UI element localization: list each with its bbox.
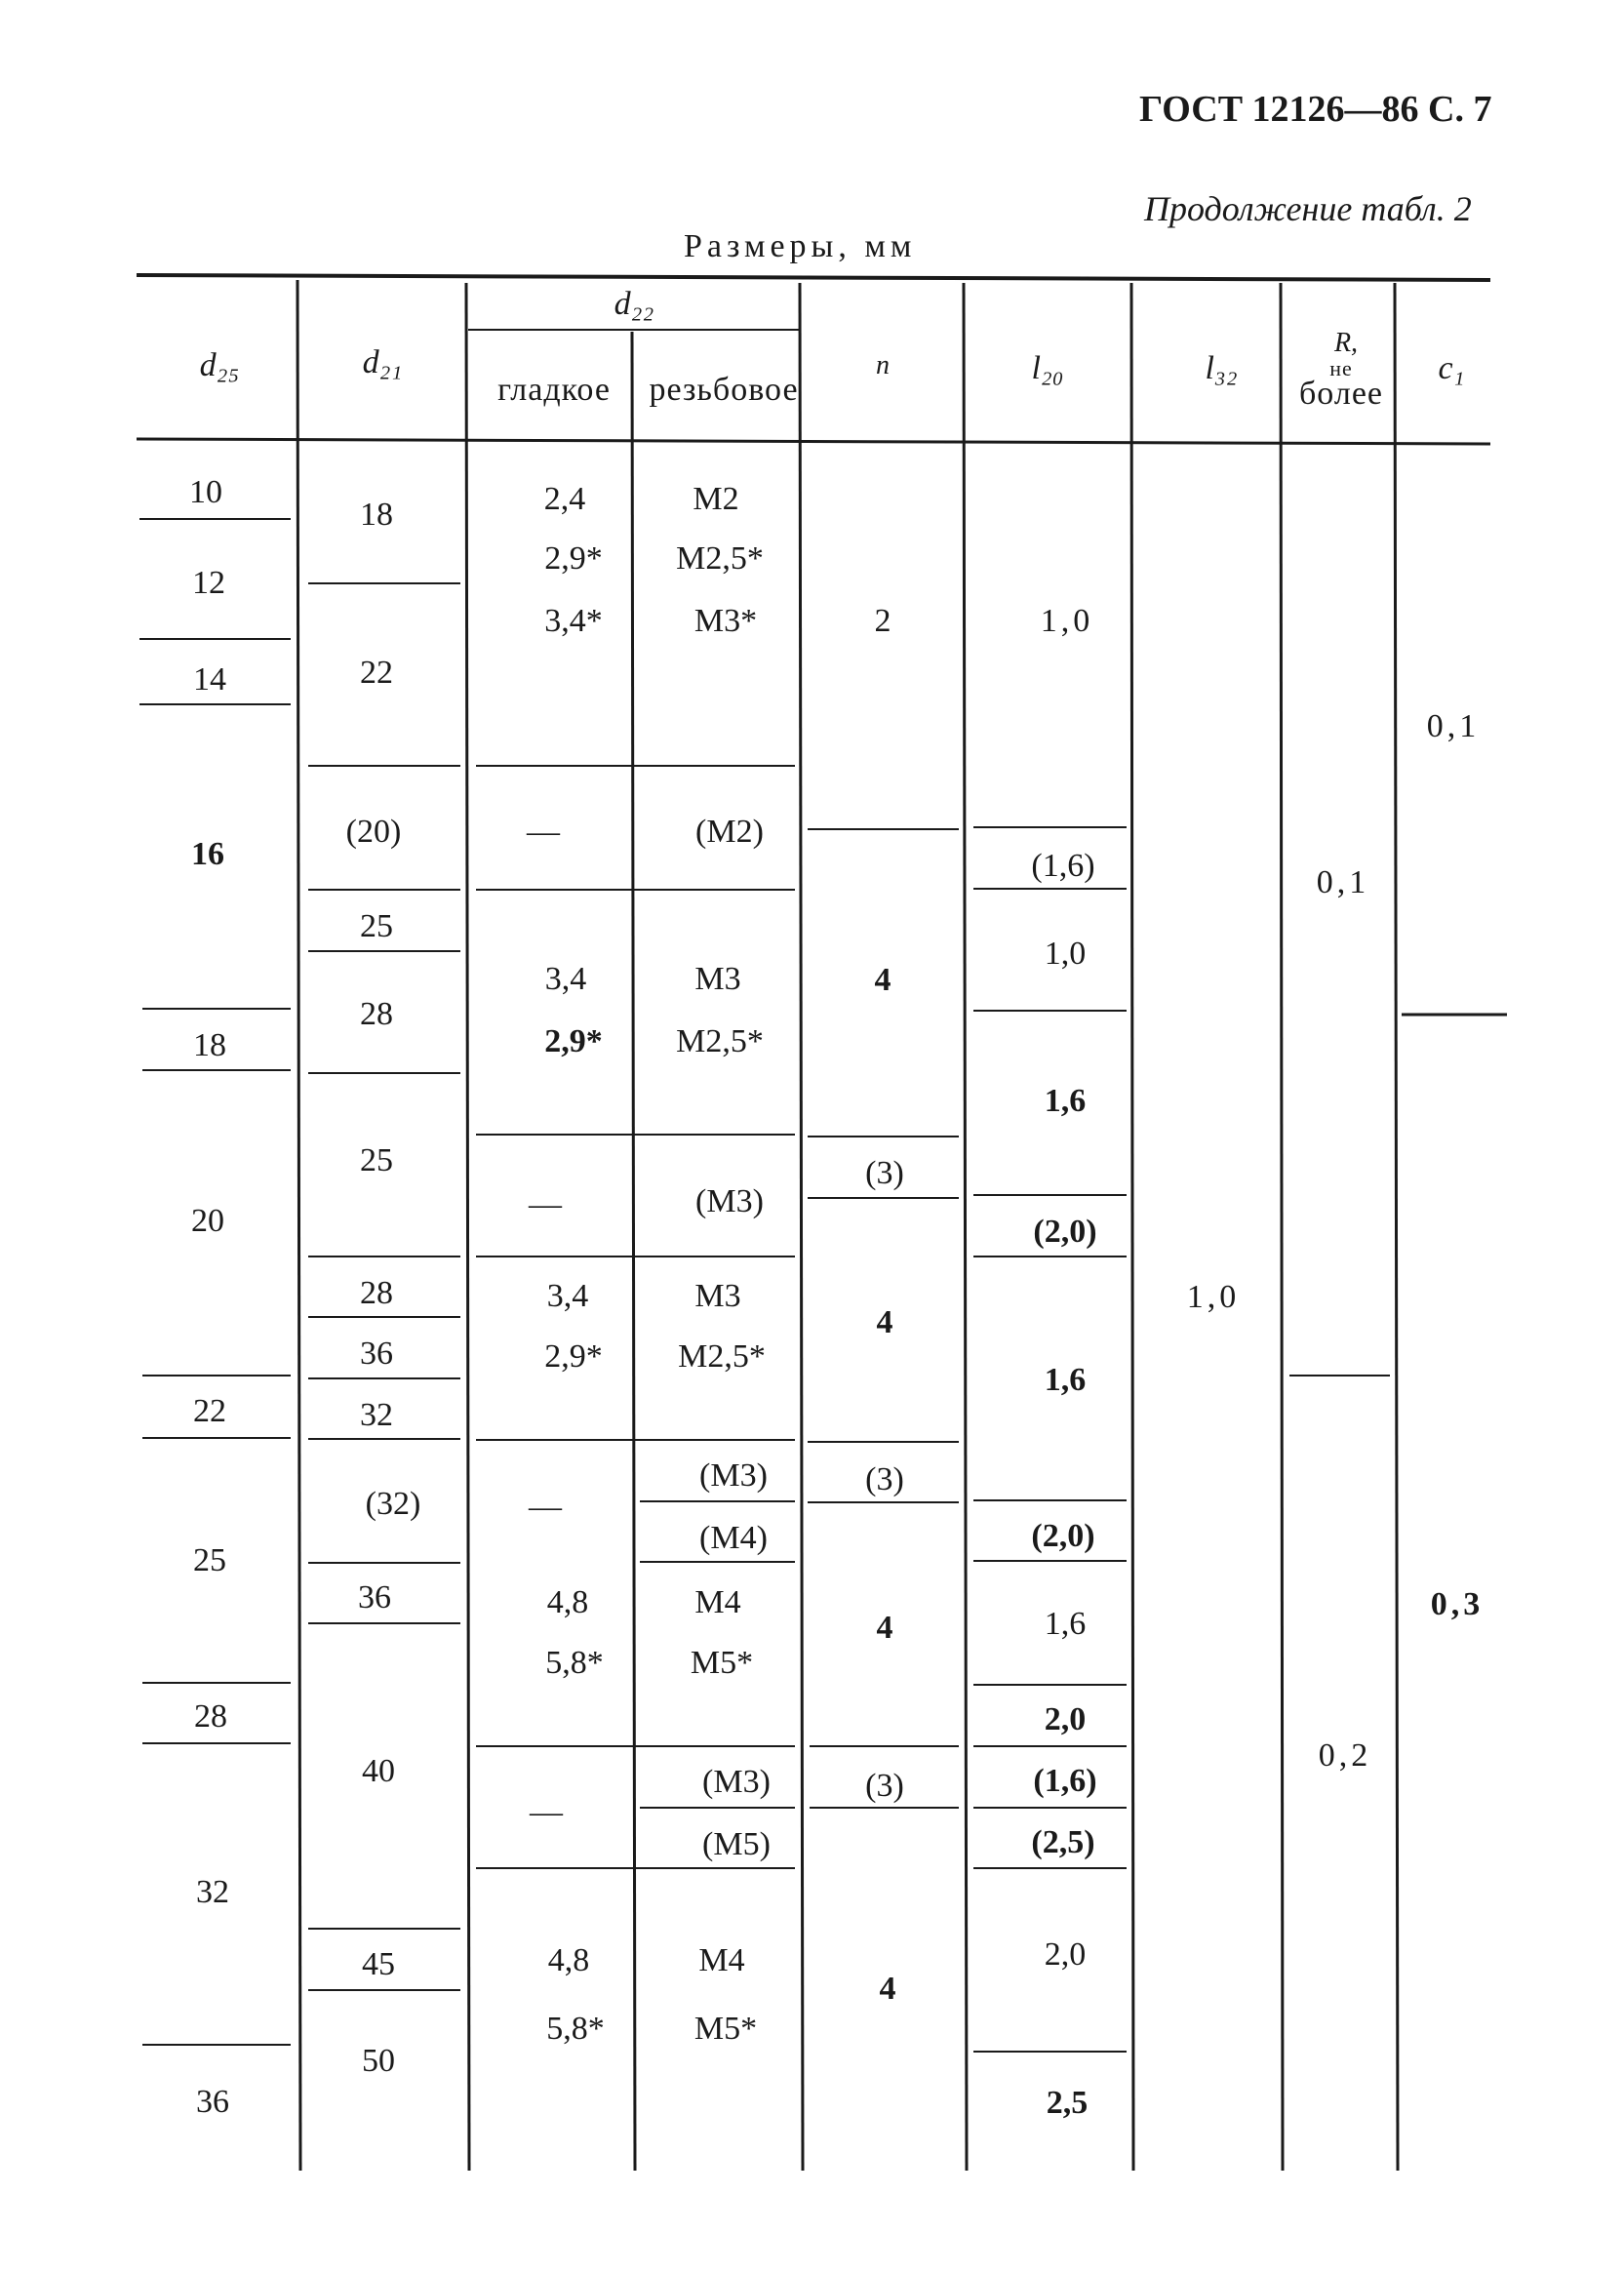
cell-d21: 28 <box>360 996 393 1032</box>
cell-d21: 36 <box>358 1579 391 1616</box>
cell-d25: 25 <box>193 1542 226 1578</box>
header-l20: l₂₀ <box>1031 350 1064 386</box>
cell-threaded: M4 <box>694 1584 741 1620</box>
header-r-line1: R, <box>1333 328 1359 358</box>
cell-d21: 45 <box>362 1946 395 1982</box>
cell-d25: 28 <box>194 1698 227 1735</box>
cell-threaded: M2,5* <box>678 1338 766 1375</box>
cell-d21: 25 <box>360 1142 393 1178</box>
header-smooth: гладкое <box>497 372 611 408</box>
header-d25: d₂₅ <box>199 347 240 383</box>
cell-threaded: M3 <box>694 961 741 997</box>
cell-smooth: 4,8 <box>547 1942 590 1978</box>
cell-smooth: 3,4 <box>544 961 587 997</box>
cell-r: 0,1 <box>1316 864 1370 900</box>
cell-smooth: 3,4 <box>546 1278 589 1314</box>
cell-r: 0,2 <box>1318 1737 1372 1774</box>
cell-l20: (2,0) <box>1031 1518 1095 1554</box>
cell-smooth: 2,9* <box>544 540 603 577</box>
cell-smooth: 2,9* <box>544 1023 603 1059</box>
table-continuation-label: Продолжение табл. 2 <box>1144 189 1472 228</box>
cell-c1: 0,1 <box>1426 708 1481 744</box>
cell-c1: 0,3 <box>1430 1586 1485 1622</box>
cell-d25: 36 <box>196 2084 229 2120</box>
cell-l20: 1,0 <box>1044 936 1087 972</box>
cell-n: 2 <box>874 603 891 639</box>
cell-threaded: (M3) <box>695 1183 764 1219</box>
cell-threaded: (M3) <box>699 1457 768 1494</box>
cell-d25: 20 <box>191 1203 224 1239</box>
header-l32: l₃₂ <box>1205 350 1238 386</box>
header-r-line3: более <box>1299 376 1383 412</box>
cell-l20: 1,6 <box>1044 1606 1087 1642</box>
cell-d21: (20) <box>345 814 402 850</box>
cell-threaded: M3 <box>694 1278 741 1314</box>
cell-d21: (32) <box>365 1486 421 1522</box>
cell-threaded: (M3) <box>702 1764 771 1800</box>
cell-n: (3) <box>865 1155 904 1191</box>
cell-smooth: 5,8* <box>546 2011 605 2047</box>
cell-d21: 28 <box>360 1275 393 1311</box>
cell-smooth: 2,4 <box>543 481 586 517</box>
cell-d21: 32 <box>360 1397 393 1433</box>
cell-l20: (1,6) <box>1033 1763 1097 1799</box>
cell-n: (3) <box>865 1461 904 1497</box>
cell-l20: 1,6 <box>1044 1362 1087 1398</box>
cell-n: 4 <box>879 1971 896 2007</box>
cell-d25: 22 <box>193 1393 226 1429</box>
cell-l20: 1,6 <box>1044 1083 1087 1119</box>
cell-threaded: (M2) <box>695 814 764 850</box>
cell-d25: 16 <box>191 836 224 872</box>
cell-l20: 2,0 <box>1044 1701 1087 1737</box>
header-r-line2: не <box>1329 356 1353 380</box>
cell-l20: 2,5 <box>1046 2085 1089 2121</box>
cell-smooth: 5,8* <box>545 1645 604 1681</box>
cell-smooth: 2,9* <box>544 1338 603 1375</box>
cell-n: 4 <box>874 962 891 998</box>
cell-n: 4 <box>876 1610 893 1646</box>
cell-threaded: (M5) <box>702 1826 771 1862</box>
cell-threaded: (M4) <box>699 1520 768 1556</box>
cell-d25: 18 <box>193 1027 226 1063</box>
cell-smooth: — <box>530 1794 563 1830</box>
cell-l32: 1,0 <box>1186 1279 1241 1315</box>
cell-l20: (1,6) <box>1031 848 1095 884</box>
cell-threaded: M2 <box>693 481 739 517</box>
cell-d21: 36 <box>360 1336 393 1372</box>
cell-smooth: 4,8 <box>546 1584 589 1620</box>
cell-d21: 50 <box>362 2043 395 2079</box>
cell-l20: (2,5) <box>1031 1824 1095 1860</box>
cell-threaded: M5* <box>690 1645 754 1681</box>
cell-d25: 12 <box>192 565 225 601</box>
cell-d25: 32 <box>196 1874 229 1910</box>
cell-smooth: 3,4* <box>544 603 603 639</box>
cell-l20: (2,0) <box>1033 1214 1097 1250</box>
units-caption: Размеры, мм <box>684 228 917 264</box>
header-threaded: резьбовое <box>649 372 799 408</box>
cell-l20: 1,0 <box>1040 603 1094 639</box>
cell-d25: 10 <box>189 474 222 510</box>
header-c1: c₁ <box>1438 350 1465 386</box>
header-d21: d₂₁ <box>362 344 403 380</box>
header-d22: d₂₂ <box>614 286 654 322</box>
cell-smooth: — <box>529 1489 562 1525</box>
cell-d21: 25 <box>360 908 393 944</box>
cell-d21: 18 <box>360 497 393 533</box>
cell-d25: 14 <box>193 661 226 698</box>
cell-n: (3) <box>865 1768 904 1804</box>
cell-threaded: M4 <box>698 1942 745 1978</box>
cell-threaded: M3* <box>693 603 758 639</box>
cell-smooth: — <box>529 1186 562 1222</box>
cell-d21: 22 <box>360 655 393 691</box>
cell-threaded: M2,5* <box>676 1023 764 1059</box>
cell-smooth: — <box>527 814 560 850</box>
cell-threaded: M5* <box>693 2011 758 2047</box>
cell-n: 4 <box>876 1304 893 1340</box>
cell-threaded: M2,5* <box>676 540 764 577</box>
cell-d21: 40 <box>362 1753 395 1789</box>
header-n: n <box>876 350 890 380</box>
cell-l20: 2,0 <box>1044 1936 1087 1973</box>
document-reference: ГОСТ 12126—86 С. 7 <box>1139 89 1492 130</box>
